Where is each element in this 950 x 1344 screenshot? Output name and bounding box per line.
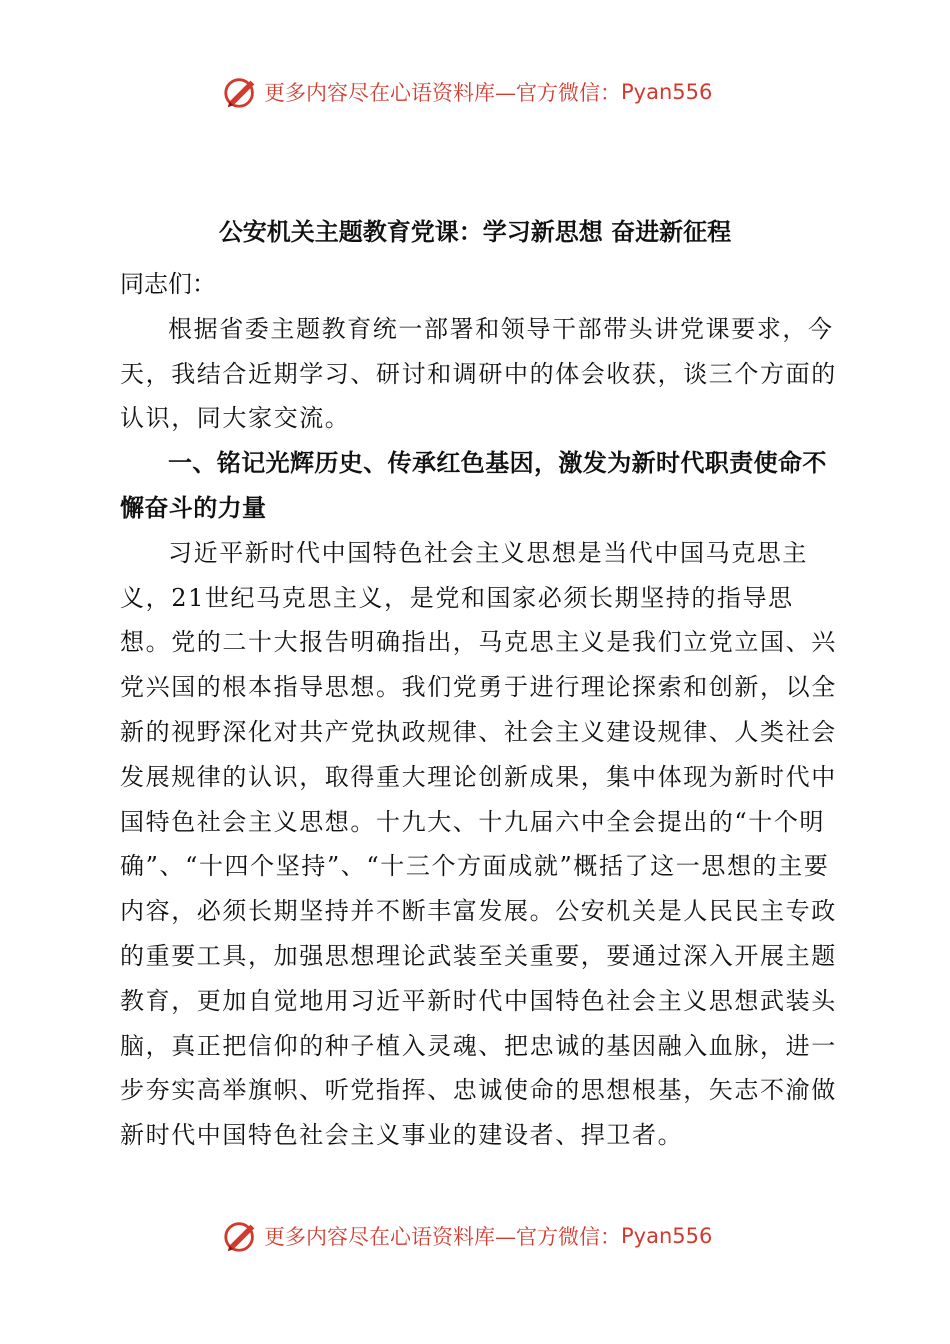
wechat-id: Pyan556 — [621, 1224, 713, 1248]
document-title: 公安机关主题教育党课：学习新思想 奋进新征程 — [218, 218, 732, 246]
banner-text: 更多内容尽在心语资料库—官方微信： — [264, 1225, 621, 1249]
intro-paragraph: 根据省委主题教育统一部署和领导干部带头讲党课要求，今天，我结合近期学习、研讨和调研中的体会收获，谈三个方面的认识，同大家交流。 — [120, 314, 837, 433]
header-banner — [222, 70, 712, 114]
pen-logo-icon — [222, 73, 260, 111]
section-heading: 一、铭记光辉历史、传承红色基因，激发为新时代职责使命不懈奋斗的力量 — [120, 449, 827, 522]
section-paragraph: 习近平新时代中国特色社会主义思想是当代中国马克思主义，21世纪马克思主义，是党和国家必须长期坚持的指导思想。党的二十大报告明确指出，马克思主义是我们立党立国、兴党兴国的根本指导思想。我们党勇于进行理论探索和创新，以全新的视野深化对共产党执政规律、社会主义建设规律、人类社会发展规律的认识，取得重大理论创新成果，集中体现为新时代中国特色社会主义思想。十九大、十九届六中全会提出的“十个明确”、“十四个坚持”、“十三个方面成就”概括了这一思想的主要内容，必须长期坚持并不断丰富发展。公安机关是人民民主专政的重要工具，加强思想理论武装至关重要，要通过深入开展主题教育，更加自觉地用习近平新时代中国特色社会主义思想武装头脑，真正把信仰的种子植入灵魂、把忠诚的基因融入血脉，进一步夯实高举旗帜、听党指挥、忠诚使命的思想根基，矢志不渝做新时代中国特色社会主义事业的建设者、捍卫者。 — [120, 538, 837, 1150]
wechat-id: Pyan556 — [621, 80, 713, 104]
pen-logo-icon — [222, 1217, 260, 1255]
salutation: 同志们： — [120, 270, 216, 298]
document-body — [120, 262, 840, 1158]
banner-text: 更多内容尽在心语资料库—官方微信： — [264, 81, 621, 105]
footer-banner — [222, 1214, 712, 1258]
